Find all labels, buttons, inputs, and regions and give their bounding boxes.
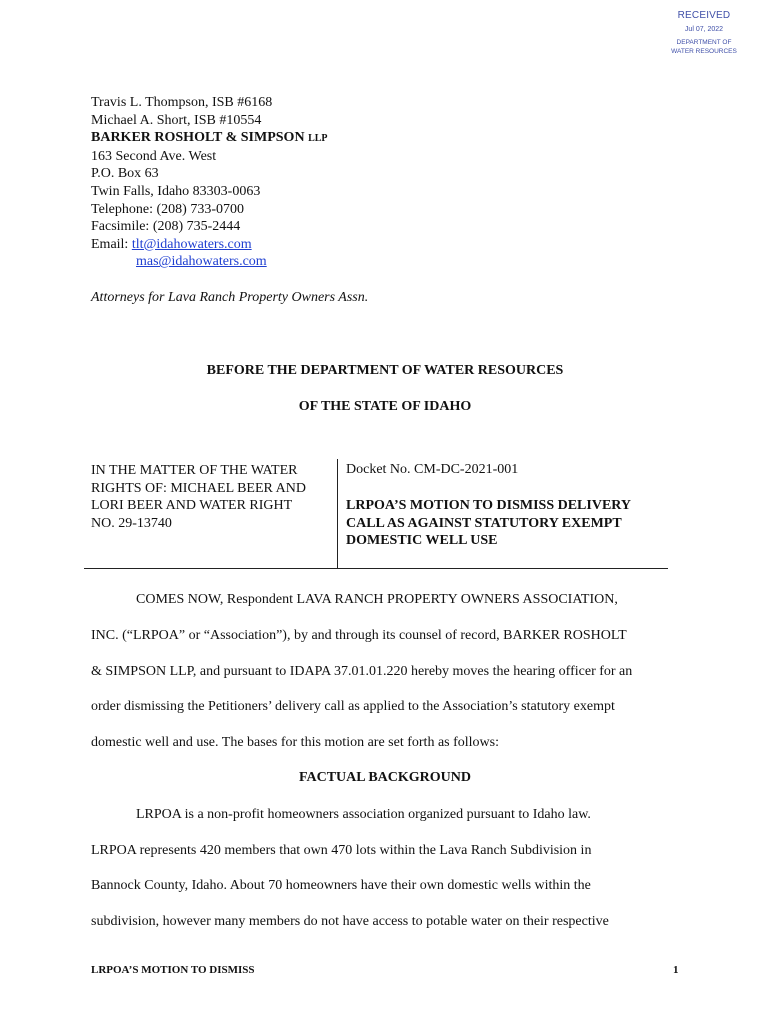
stamp-department-line1: DEPARTMENT OF bbox=[676, 39, 732, 46]
stamp-department bbox=[649, 39, 759, 56]
section-heading: FACTUAL BACKGROUND bbox=[298, 770, 472, 785]
firm-name bbox=[91, 129, 328, 148]
firm-name-text: BARKER ROSHOLT & SIMPSON bbox=[91, 130, 305, 146]
firm-suffix: LLP bbox=[308, 133, 328, 145]
body-line: & SIMPSON LLP, and pursuant to IDAPA 37.01.01.220 hereby moves the hearing officer for an bbox=[91, 664, 633, 679]
stamp-received: RECEIVED bbox=[677, 10, 731, 21]
stamp-date: Jul 07, 2022 bbox=[684, 26, 724, 33]
case-caption bbox=[91, 462, 336, 532]
body-line: subdivision, however many members do not have access to potable water on their respective bbox=[91, 914, 609, 929]
caption-line: RIGHTS OF: MICHAEL BEER AND bbox=[91, 480, 306, 496]
email-line-1 bbox=[91, 236, 328, 254]
email-link-1[interactable]: tlt@idahowaters.com bbox=[131, 236, 252, 252]
motion-title-line: DOMESTIC WELL USE bbox=[346, 533, 498, 549]
facsimile: Facsimile: (208) 735-2444 bbox=[91, 219, 241, 235]
motion-title-line: CALL AS AGAINST STATUTORY EXEMPT bbox=[346, 515, 622, 531]
attorney-2: Michael A. Short, ISB #10554 bbox=[91, 112, 262, 128]
counsel-block bbox=[91, 94, 328, 271]
attorney-1: Travis L. Thompson, ISB #6168 bbox=[91, 95, 273, 110]
body-line: domestic well and use. The bases for this motion are set forth as follows: bbox=[91, 735, 499, 750]
caption-vertical-divider bbox=[337, 459, 338, 569]
email-label: Email: bbox=[91, 236, 132, 252]
body-line: LRPOA is a non-profit homeowners association organized pursuant to Idaho law. bbox=[136, 807, 591, 822]
court-heading-1: BEFORE THE DEPARTMENT OF WATER RESOURCES bbox=[206, 363, 564, 378]
footer-title: LRPOA’S MOTION TO DISMISS bbox=[91, 964, 255, 976]
court-heading-2: OF THE STATE OF IDAHO bbox=[298, 399, 472, 414]
address-line-3: Twin Falls, Idaho 83303-0063 bbox=[91, 183, 261, 199]
body-line: LRPOA represents 420 members that own 470 lots within the Lava Ranch Subdivision in bbox=[91, 843, 592, 858]
caption-line: LORI BEER AND WATER RIGHT bbox=[91, 498, 293, 514]
stamp-department-line2: WATER RESOURCES bbox=[671, 47, 737, 55]
caption-horizontal-divider bbox=[84, 568, 668, 569]
caption-line: NO. 29-13740 bbox=[91, 515, 172, 531]
address-line-1: 163 Second Ave. West bbox=[91, 148, 217, 164]
received-stamp bbox=[649, 10, 759, 56]
address-line-2: P.O. Box 63 bbox=[91, 166, 159, 182]
docket-number: Docket No. CM-DC-2021-001 bbox=[346, 462, 519, 477]
page-number: 1 bbox=[673, 964, 679, 976]
body-line: Bannock County, Idaho. About 70 homeowners have their own domestic wells within the bbox=[91, 878, 591, 893]
body-line: order dismissing the Petitioners’ delivery call as applied to the Association’s statutory exempt bbox=[91, 699, 615, 714]
email-line-2 bbox=[91, 253, 328, 271]
caption-line: IN THE MATTER OF THE WATER bbox=[91, 463, 298, 478]
motion-title-line: LRPOA’S MOTION TO DISMISS DELIVERY bbox=[346, 498, 632, 513]
telephone: Telephone: (208) 733-0700 bbox=[91, 201, 244, 217]
body-line: INC. (“LRPOA” or “Association”), by and through its counsel of record, BARKER ROSHOLT bbox=[91, 628, 627, 643]
attorneys-for: Attorneys for Lava Ranch Property Owners Assn. bbox=[91, 290, 369, 305]
motion-title bbox=[346, 497, 676, 550]
email-link-2[interactable]: mas@idahowaters.com bbox=[136, 254, 267, 270]
body-line: COMES NOW, Respondent LAVA RANCH PROPERTY OWNERS ASSOCIATION, bbox=[136, 592, 618, 607]
